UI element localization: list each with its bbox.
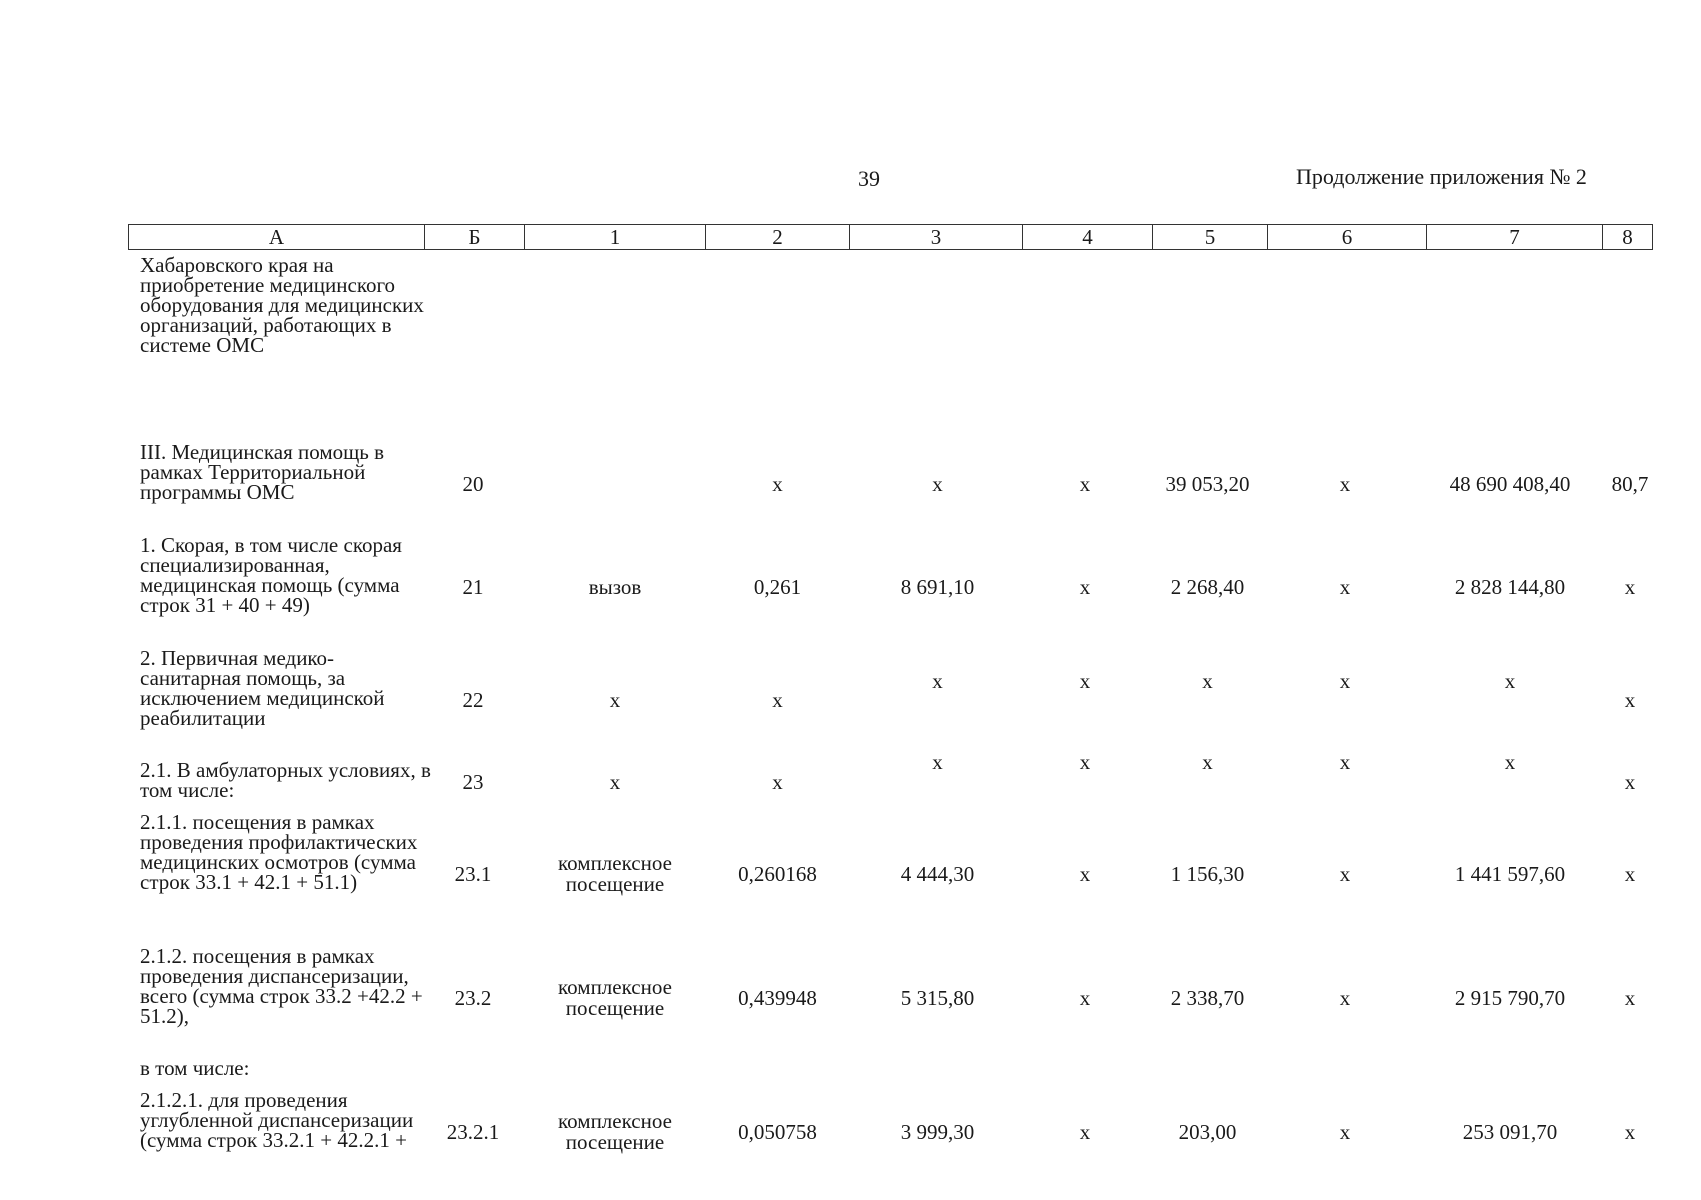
row-col-4: х — [1079, 668, 1091, 693]
table-row — [0, 255, 1701, 420]
row-col-5: х — [1202, 749, 1213, 774]
column-header-1: 1 — [525, 225, 706, 250]
row-col-5: 2 268,40 — [1170, 574, 1245, 599]
row-col-4: х — [1079, 749, 1091, 774]
row-code: 20 — [462, 471, 484, 496]
row-col-6: х — [1339, 1119, 1351, 1144]
column-header-4: 4 — [1023, 225, 1153, 250]
row-col-7: 2 915 790,70 — [1454, 985, 1566, 1010]
column-header-7: 7 — [1427, 225, 1603, 250]
row-col-3: 3 999,30 — [900, 1119, 975, 1144]
row-unit: комплексное посещение — [558, 851, 672, 896]
row-col-7: 2 828 144,80 — [1454, 574, 1566, 599]
row-col-3: х — [932, 749, 943, 774]
row-col-4: х — [1079, 471, 1091, 496]
row-col-6: х — [1339, 749, 1351, 774]
row-col-6: х — [1339, 861, 1351, 886]
row-col-8: х — [1624, 861, 1636, 886]
row-code: 23.2 — [454, 985, 492, 1010]
row-col-3: х — [932, 668, 943, 693]
row-unit: х — [609, 769, 621, 794]
row-unit: вызов — [588, 574, 642, 599]
row-unit: комплексное посещение — [558, 1109, 672, 1154]
table-row — [0, 442, 1701, 526]
table-row — [0, 1058, 1701, 1082]
row-unit — [530, 442, 700, 526]
row-col-2: х — [772, 471, 783, 496]
row-col-7: 1 441 597,60 — [1454, 861, 1566, 886]
row-description: 1. Скорая, в том числе скорая специализированная, медицинская помощь (сумма строк 31 + 40 + 49) — [140, 533, 402, 617]
row-col-2: 0,261 — [753, 574, 802, 599]
column-header-3: 3 — [850, 225, 1023, 250]
row-col-7: 253 091,70 — [1462, 1119, 1558, 1144]
row-col-6: х — [1339, 471, 1351, 496]
table-row — [0, 648, 1701, 752]
row-col-3: 8 691,10 — [900, 574, 975, 599]
column-header-row — [129, 225, 1653, 250]
row-col-2: х — [772, 769, 783, 794]
row-col-2: х — [772, 687, 783, 712]
row-col-4: х — [1079, 985, 1091, 1010]
table-row — [0, 946, 1701, 1050]
table-row — [0, 535, 1701, 639]
row-description: 2.1.1. посещения в рамках проведения профилактических медицинских осмотров (сумма строк 33.1 + 42.1 + 51.1) — [140, 810, 418, 894]
row-description: в том числе: — [140, 1056, 250, 1080]
row-unit: комплексное посещение — [558, 975, 672, 1020]
row-col-4: х — [1079, 574, 1091, 599]
row-col-4: х — [1079, 861, 1091, 886]
row-description: 2.1. В амбулаторных условиях, в том числе: — [140, 758, 431, 802]
row-col-8: 80,7 — [1611, 471, 1649, 496]
column-header-b: Б — [425, 225, 525, 250]
row-col-8: х — [1624, 985, 1636, 1010]
row-code: 21 — [462, 574, 484, 599]
row-col-6: х — [1339, 574, 1351, 599]
row-col-7: х — [1504, 668, 1516, 693]
row-description: 2. Первичная медико-санитарная помощь, за исключением медицинской реабилитации — [140, 646, 385, 730]
row-col-2: 0,260168 — [738, 861, 817, 886]
row-col-7: х — [1504, 749, 1516, 774]
table-row — [0, 749, 1701, 804]
table-row — [0, 812, 1701, 936]
row-description: 2.1.2.1. для проведения углубленной диспансеризации (сумма строк 33.2.1 + 42.2.1 + — [140, 1088, 414, 1152]
page-number: 39 — [858, 166, 880, 191]
column-header-a: А — [129, 225, 425, 250]
row-col-5: х — [1202, 668, 1213, 693]
row-col-4: х — [1079, 1119, 1091, 1144]
column-header-8: 8 — [1603, 225, 1653, 250]
row-unit: х — [609, 687, 621, 712]
row-description: Хабаровского края на приобретение медицинского оборудования для медицинских организаций, работающих в системе ОМС — [140, 253, 424, 357]
row-col-5: 1 156,30 — [1170, 861, 1245, 886]
column-header-6: 6 — [1268, 225, 1427, 250]
column-header-5: 5 — [1153, 225, 1268, 250]
table-row — [0, 1090, 1701, 1174]
row-col-7: 48 690 408,40 — [1449, 471, 1571, 496]
row-col-3: 4 444,30 — [900, 861, 975, 886]
row-col-8: х — [1624, 769, 1636, 794]
row-col-3: 5 315,80 — [900, 985, 975, 1010]
row-col-5: 39 053,20 — [1165, 471, 1250, 496]
row-col-5: 203,00 — [1178, 1119, 1237, 1144]
row-col-6: х — [1339, 985, 1351, 1010]
continuation-title: Продолжение приложения № 2 — [1296, 164, 1587, 189]
row-col-2: 0,050758 — [738, 1119, 817, 1144]
row-description: III. Медицинская помощь в рамках Территориальной программы ОМС — [140, 440, 385, 504]
row-col-6: х — [1339, 668, 1351, 693]
row-code: 23.2.1 — [446, 1119, 500, 1144]
row-code: 22 — [462, 687, 484, 712]
row-col-5: 2 338,70 — [1170, 985, 1245, 1010]
row-description: 2.1.2. посещения в рамках проведения диспансеризации, всего (сумма строк 33.2 +42.2 + 51.2), — [140, 944, 423, 1028]
row-col-2: 0,439948 — [738, 985, 817, 1010]
row-col-3: х — [932, 471, 943, 496]
row-col-8: х — [1624, 687, 1636, 712]
column-header-2: 2 — [706, 225, 850, 250]
row-col-8: х — [1624, 1119, 1636, 1144]
column-header-table — [128, 224, 1653, 250]
row-code: 23 — [462, 769, 484, 794]
row-col-8: х — [1624, 574, 1636, 599]
row-code: 23.1 — [454, 861, 492, 886]
